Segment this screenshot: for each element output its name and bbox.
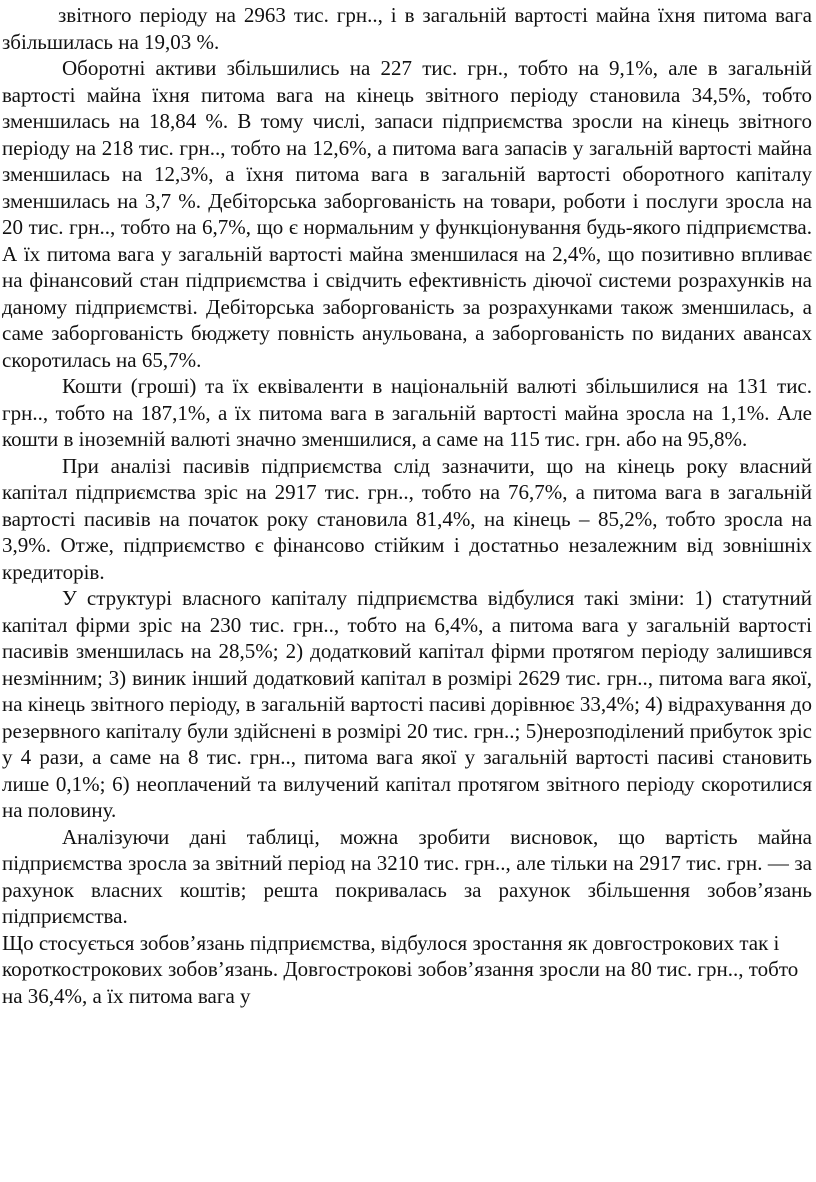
paragraph-liabilities-analysis: При аналізі пасивів підприємства слід зазначити, що на кінець року власний капітал підприємства зріс на 2917 тис. грн.., тобто на 76,7%, а питома вага в загальній вартості пасивів на початок року становила 81,4%, на кінець – 85,2%, тобто зросла на 3,9%. Отже, підприємство є фінансово стійким і достатньо незалежним від зовнішніх кредиторів. [2,453,812,584]
paragraph-conclusion: Аналізуючи дані таблиці, можна зробити висновок, що вартість майна підприємства зросла за звітний період на 3210 тис. грн.., але тільки на 2917 тис. грн. — за рахунок власних коштів; решта покривалась за рахунок збільшення зобов’язань підприємства. [2,824,812,928]
paragraph-obligations: Що стосується зобов’язань підприємства, відбулося зростання як довгострокових так і короткострокових зобов’язань. Довгострокові зобов’язання зросли на 80 тис. грн.., тобто на 36,4%, а їх питома вага у [2,930,799,1008]
paragraph-equity-structure: У структурі власного капіталу підприємства відбулися такі зміни: 1) статутний капітал фірми зріс на 230 тис. грн.., тобто на 6,4%, а питома вага у загальній вартості пасивів зменшилась на 28,5%; 2) додатковий капітал фірми протягом періоду залишився незмінним; 3) виник інший додатковий капітал в розмірі 2629 тис. грн.., питома вага якої, на кінець звітного періоду, в загальній вартості пасиві дорівнює 33,4%; 4) відрахування до резервного капіталу були здійснені в розмірі 20 тис. грн..; 5)нерозподілений прибуток зріс у 4 рази, а саме на 8 тис. грн.., питома вага якої у загальній вартості пасиві становить лише 0,1%; 6) неоплачений та вилучений капітал протягом звітного періоду скоротилися на половину. [2,586,812,822]
paragraph-current-assets: Оборотні активи збільшились на 227 тис. грн., тобто на 9,1%, але в загальній вартості майна їхня питома вага на кінець звітного періоду становила 34,5%, тобто зменшилась на 18,84 %. В тому числі, запаси підприємства зросли на кінець звітного періоду на 218 тис. грн.., тобто на 12,6%, а питома вага запасів у загальній вартості майна зменшилась на 12,3%, а їхня питома вага в загальній вартості оборотного капіталу зменшилась на 3,7 %. Дебіторська заборгованість на товари, роботи і послуги зросла на 20 тис. грн.., тобто на 6,7%, що є нормальним у функціонування будь-якого підприємства. А їх питома вага у загальній вартості майна зменшилася на 2,4%, що позитивно впливає на фінансовий стан підприємства і свідчить ефективність діючої системи розрахунків на даному підприємстві. Дебіторська заборгованість за розрахунками також зменшилась, а саме заборгованість бюджету повність анульована, а заборгованість по виданих авансах скоротилась на 65,7%. [2,56,812,372]
paragraph-cash: Кошти (гроші) та їх еквіваленти в національній валюті збільшилися на 131 тис. грн.., тобто на 187,1%, а їх питома вага в загальній вартості майна зросла на 1,1%. Але кошти в іноземній валюті значно зменшилися, а саме на 115 тис. грн. або на 95,8%. [2,374,812,451]
paragraph-continuation: звітного періоду на 2963 тис. грн.., і в загальній вартості майна їхня питома вага збільшилась на 19,03 %. [2,3,812,54]
